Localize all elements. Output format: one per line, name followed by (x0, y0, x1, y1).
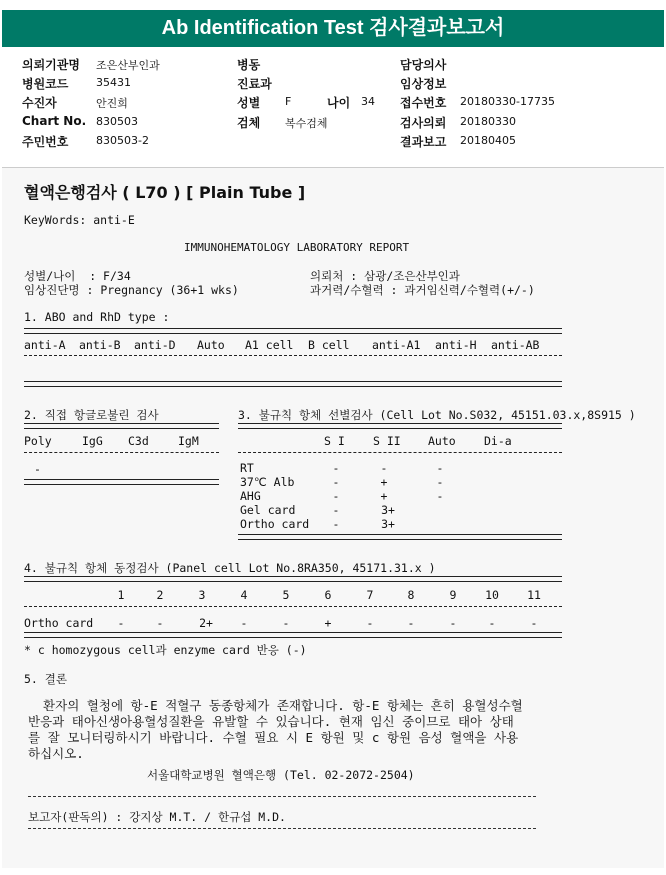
s3-cell-si: - (332, 461, 340, 475)
s4-cell: - (366, 616, 374, 630)
s4-col-header: 3 (198, 588, 206, 602)
s1-header-b-cell: B cell (308, 338, 350, 352)
reporter-top-rule (28, 796, 536, 797)
s3-cell-auto: - (436, 461, 444, 475)
s3-cell-si: - (332, 503, 340, 517)
section3-bottom-rule (238, 534, 562, 540)
patient-name-label: 수진자 (22, 96, 57, 110)
diagnosis-line: 임상진단명 : Pregnancy (36+1 wks) (24, 283, 239, 297)
s4-cell: - (282, 616, 290, 630)
s3-cell-auto: - (436, 489, 444, 503)
section1-top-rule (24, 328, 562, 334)
conclusion-line-4: 하십시오. (28, 746, 84, 761)
s3-row-label: Ortho card (240, 517, 310, 531)
s4-col-header: 4 (240, 588, 248, 602)
request-date-label: 검사의뢰 (400, 116, 447, 130)
s3-row-label: AHG (240, 489, 261, 503)
report-banner-title: Ab Identification Test 검사결과보고서 (2, 10, 664, 47)
s4-cell: - (240, 616, 248, 630)
s3-row-label: 37℃ Alb (240, 475, 295, 489)
hospital-name-value: 조은산부인과 (96, 59, 160, 72)
s4-col-header: 5 (282, 588, 290, 602)
patient-name-value: 안진희 (96, 97, 128, 110)
s3-cell-sii: 3+ (381, 503, 395, 517)
report-date-value: 20180405 (460, 134, 516, 147)
s3-header-di-a: Di-a (484, 434, 512, 448)
doctor-label: 담당의사 (400, 58, 447, 72)
s4-cell: + (324, 616, 332, 630)
section2-title: 2. 직접 항글로불린 검사 (24, 408, 159, 422)
section2-bottom-rule (24, 479, 219, 485)
s3-cell-sii: + (380, 475, 388, 489)
specimen-value: 복수검체 (285, 117, 328, 130)
section1-mid-rule (24, 355, 562, 356)
s3-header-sii: S II (373, 434, 401, 448)
section4-title: 4. 불규칙 항체 동정검사 (Panel cell Lot No.8RA350, 45171.31.x ) (24, 561, 436, 575)
s4-col-header: 1 (117, 588, 125, 602)
department-label: 진료과 (237, 77, 272, 91)
section4-mid-rule (24, 606, 562, 607)
s4-cell: - (407, 616, 415, 630)
s2-header-igg: IgG (82, 434, 103, 448)
s3-row-label: RT (240, 461, 254, 475)
s4-col-header: 11 (527, 588, 541, 602)
s3-cell-sii: - (380, 461, 388, 475)
sex-value: F (285, 95, 292, 108)
lab-report-title: IMMUNOHEMATOLOGY LABORATORY REPORT (184, 241, 410, 254)
s1-header-anti-ab: anti-AB (491, 338, 540, 352)
s1-header-anti-b: anti-B (79, 338, 121, 352)
s3-header-si: S I (324, 434, 345, 448)
report-header (0, 48, 666, 166)
s3-cell-si: - (332, 517, 340, 531)
chart-no-value: 830503 (96, 115, 138, 128)
s3-header-auto: Auto (428, 434, 456, 448)
sex-label: 성별 (237, 96, 261, 110)
accession-no-value: 20180330-17735 (460, 95, 555, 108)
s1-header-anti-a: anti-A (24, 338, 66, 352)
s2-header-igm: IgM (178, 434, 199, 448)
accession-no-label: 접수번호 (400, 96, 447, 110)
s4-cell: - (488, 616, 496, 630)
s4-col-header: 2 (156, 588, 164, 602)
reporter-bottom-rule (28, 828, 536, 829)
s3-cell-si: - (332, 475, 340, 489)
section3-top-rule (238, 423, 562, 429)
s3-cell-auto: - (436, 475, 444, 489)
s1-header-a1-cell: A1 cell (245, 338, 294, 352)
section1-title: 1. ABO and RhD type : (24, 310, 170, 324)
s4-col-header: 7 (366, 588, 374, 602)
scanned-report-sheet (2, 167, 664, 868)
section2-mid-rule (24, 452, 219, 453)
reporter-line: 보고자(판독의) : 강지상 M.T. / 한규섭 M.D. (28, 810, 286, 824)
institution-line: 서울대학교병원 혈액은행 (Tel. 02-2072-2504) (147, 768, 415, 782)
section1-bottom-rule (24, 381, 562, 387)
s1-header-anti-h: anti-H (435, 338, 477, 352)
hospital-name-label: 의뢰기관명 (22, 58, 80, 72)
section4-bottom-rule (24, 632, 562, 638)
conclusion-line-1: 환자의 혈청에 항-E 적혈구 동종항체가 존재합니다. 항-E 항체는 흔히 용혈성수혈 (28, 698, 523, 713)
conclusion-line-2: 반응과 태아신생아용혈성질환을 유발할 수 있습니다. 현재 임신 중이므로 태아 상태 (28, 714, 514, 729)
s4-cell: - (156, 616, 164, 630)
s3-cell-sii: + (380, 489, 388, 503)
s4-row-label: Ortho card (24, 616, 94, 630)
specimen-label: 검체 (237, 116, 261, 130)
s4-col-header: 8 (407, 588, 415, 602)
s1-header-anti-d: anti-D (134, 338, 176, 352)
sex-age-line: 성별/나이 : F/34 (24, 269, 131, 283)
resident-no-label: 주민번호 (22, 135, 69, 149)
s3-cell-si: - (332, 489, 340, 503)
s1-header-anti-a1: anti-A1 (372, 338, 421, 352)
section4-note: * c homozygous cell과 enzyme card 반응 (-) (24, 643, 307, 657)
section4-top-rule (24, 576, 562, 582)
s2-header-c3d: C3d (128, 434, 149, 448)
s2-header-poly: Poly (24, 434, 52, 448)
ward-label: 병동 (237, 58, 261, 72)
s4-col-header: 9 (449, 588, 457, 602)
age-value: 34 (361, 95, 375, 108)
request-date-value: 20180330 (460, 115, 516, 128)
hospital-code-label: 병원코드 (22, 77, 69, 91)
referrer-line: 의뢰처 : 삼광/조은산부인과 (310, 269, 460, 283)
section2-top-rule (24, 423, 219, 429)
conclusion-line-3: 를 잘 모니터링하시기 바랍니다. 수혈 필요 시 E 항원 및 c 항원 음성 혈액을 사용 (28, 730, 519, 745)
s2-poly-value: - (34, 462, 41, 476)
clinical-info-label: 임상정보 (400, 77, 447, 91)
report-date-label: 결과보고 (400, 135, 447, 149)
keywords: KeyWords: anti-E (24, 213, 135, 227)
s1-header-auto: Auto (197, 338, 225, 352)
age-label: 나이 (327, 96, 351, 110)
section3-mid-rule (238, 452, 562, 453)
section5-title: 5. 결론 (24, 672, 67, 686)
report-title: 혈액은행검사 ( L70 ) [ Plain Tube ] (24, 183, 306, 202)
s4-cell: - (449, 616, 457, 630)
s3-cell-sii: 3+ (381, 517, 395, 531)
s4-col-header: 6 (324, 588, 332, 602)
hospital-code-value: 35431 (96, 76, 131, 89)
history-line: 과거력/수혈력 : 과거임신력/수혈력(+/-) (310, 283, 535, 297)
s4-cell: 2+ (199, 616, 213, 630)
chart-no-label: Chart No. (22, 114, 87, 128)
resident-no-value: 830503-2 (96, 134, 149, 147)
s4-cell: - (530, 616, 538, 630)
s3-row-label: Gel card (240, 503, 296, 517)
s4-col-header: 10 (485, 588, 499, 602)
s4-cell: - (117, 616, 125, 630)
section3-title: 3. 불규칙 항체 선별검사 (Cell Lot No.S032, 45151.03.x,8S915 ) (238, 408, 636, 422)
